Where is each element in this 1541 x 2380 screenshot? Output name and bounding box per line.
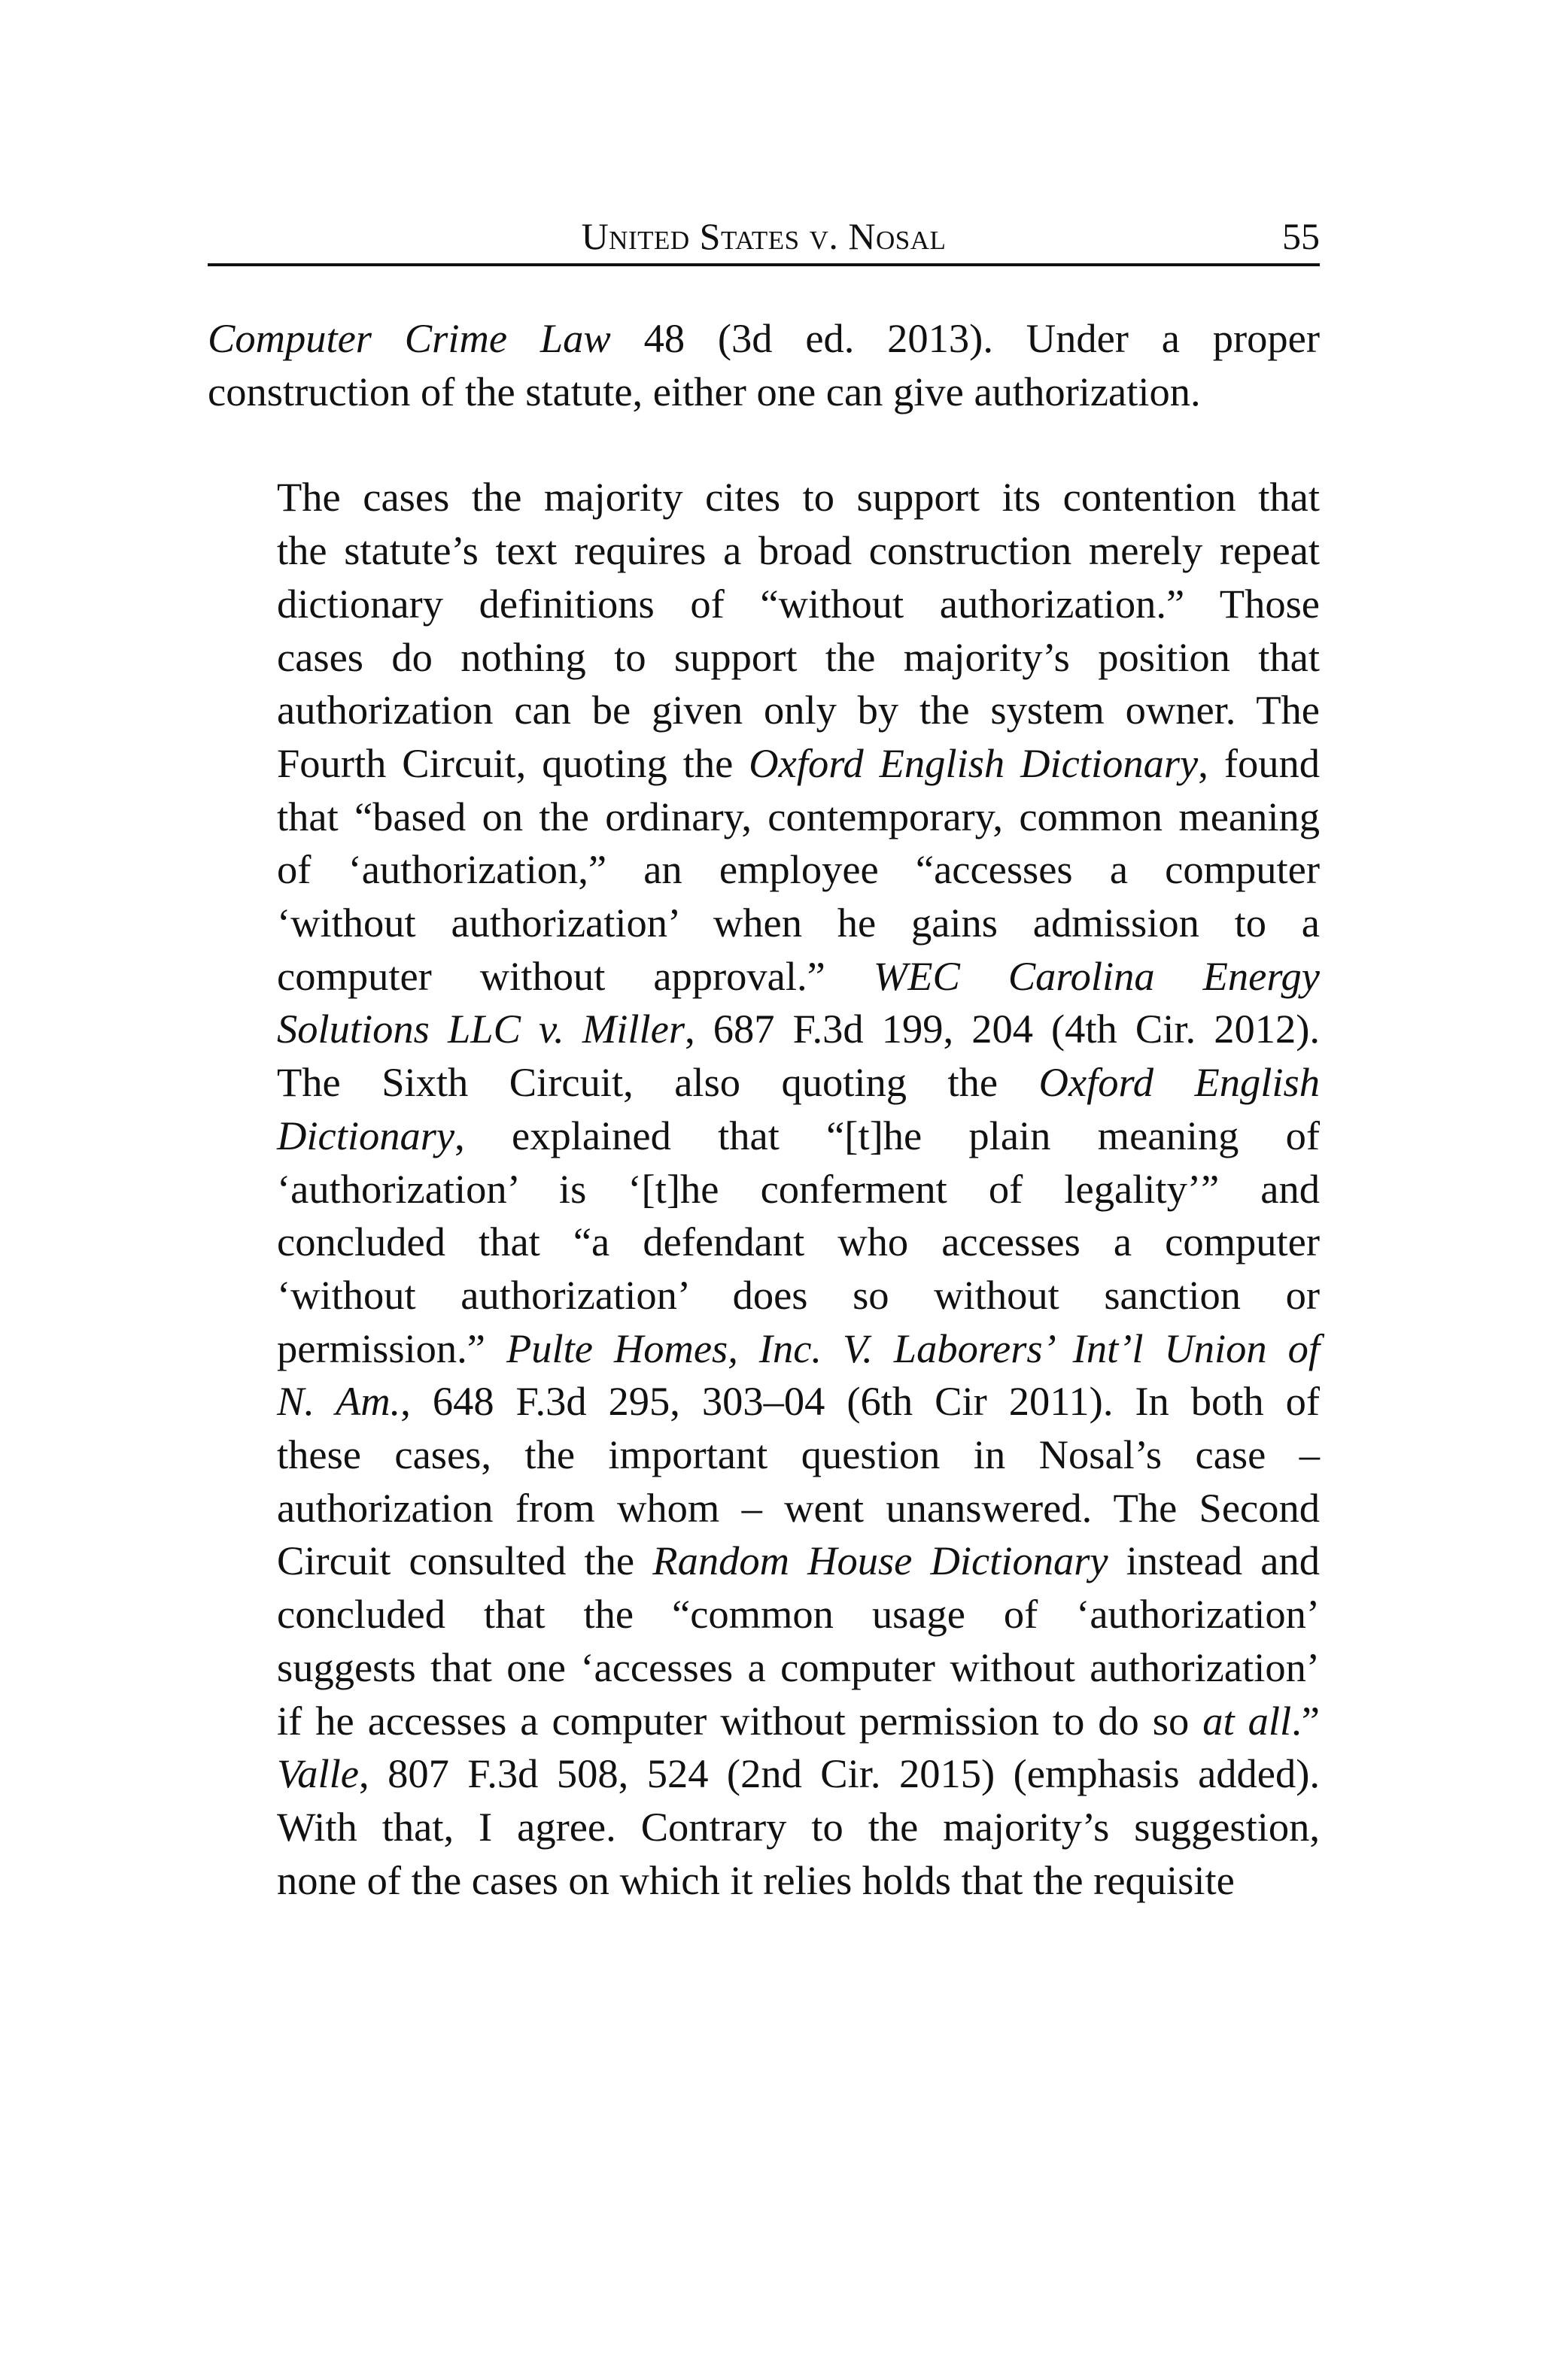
- text-line: [208, 312, 1320, 366]
- text-line: [208, 1428, 1320, 1482]
- text-segment: construction of the statute, either one can give authorization.: [208, 368, 1201, 414]
- text-line: [208, 737, 1320, 791]
- text-segment: that “based on the ordinary, contemporary, common meaning: [277, 793, 1320, 839]
- paragraph: [208, 471, 1320, 1907]
- text-segment: ‘without authorization’ does so without sanction or: [277, 1271, 1320, 1318]
- text-segment: the statute’s text requires a broad construction merely repeat: [277, 527, 1320, 574]
- text-segment: cases do nothing to support the majority’s position that: [277, 633, 1320, 680]
- text-line: [208, 1003, 1320, 1056]
- text-segment: The Sixth Circuit, also quoting the: [277, 1059, 1039, 1106]
- text-segment: 48 (3d ed. 2013). Under a proper: [610, 315, 1320, 361]
- italic-citation-text: Valle: [277, 1750, 359, 1797]
- text-segment: instead and: [1108, 1538, 1320, 1584]
- text-segment: of ‘authorization,” an employee “accesses a computer: [277, 846, 1320, 893]
- text-line: [208, 684, 1320, 737]
- italic-citation-text: Random House Dictionary: [652, 1538, 1108, 1584]
- paragraph: [208, 312, 1320, 418]
- running-title: United States v. Nosal: [581, 215, 947, 257]
- text-line: [208, 471, 1320, 524]
- text-segment: authorization can be given only by the system owner. The: [277, 687, 1320, 733]
- text-segment: Circuit consulted the: [277, 1538, 653, 1584]
- text-line: [208, 1801, 1320, 1854]
- text-line: [208, 631, 1320, 685]
- text-line: [208, 1269, 1320, 1322]
- text-segment: authorization from whom – went unanswered. The Second: [277, 1484, 1320, 1531]
- text-segment: suggests that one ‘accesses a computer without authorization’: [277, 1644, 1320, 1690]
- italic-citation-text: WEC Carolina Energy: [873, 952, 1320, 999]
- text-segment: these cases, the important question in Nosal’s case –: [277, 1431, 1320, 1478]
- text-line: [208, 1216, 1320, 1269]
- running-head: [208, 209, 1320, 266]
- text-line: [208, 1482, 1320, 1535]
- text-line: [208, 1747, 1320, 1801]
- text-segment: ‘without authorization’ when he gains admission to a: [277, 900, 1320, 946]
- italic-citation-text: Computer Crime Law: [208, 315, 611, 361]
- text-line: [208, 897, 1320, 950]
- text-segment: dictionary definitions of “without authorization.” Those: [277, 580, 1320, 627]
- page-number: 55: [1282, 215, 1320, 257]
- text-line: [208, 1588, 1320, 1641]
- text-line: [208, 950, 1320, 1003]
- italic-citation-text: Oxford English Dictionary: [749, 739, 1199, 786]
- text-segment: concluded that “a defendant who accesses a computer: [277, 1219, 1320, 1265]
- text-segment: The cases the majority cites to support its contention that: [277, 474, 1320, 521]
- text-line: [208, 1110, 1320, 1163]
- text-segment: .”: [1291, 1697, 1320, 1744]
- text-line: [208, 578, 1320, 631]
- text-segment: Fourth Circuit, quoting the: [277, 739, 749, 786]
- text-line: [208, 524, 1320, 578]
- italic-citation-text: Dictionary: [277, 1112, 455, 1158]
- italic-citation-text: Oxford English: [1038, 1059, 1320, 1106]
- text-line: [208, 366, 1320, 419]
- text-segment: concluded that the “common usage of ‘authorization’: [277, 1591, 1320, 1638]
- text-segment: , 687 F.3d 199, 204 (4th Cir. 2012).: [685, 1006, 1320, 1052]
- text-line: [208, 1322, 1320, 1376]
- text-line: [208, 1854, 1320, 1908]
- text-line: [208, 1056, 1320, 1110]
- text-segment: if he accesses a computer without permission to do so: [277, 1697, 1203, 1744]
- italic-citation-text: Solutions LLC v. Miller: [277, 1006, 685, 1052]
- text-segment: computer without approval.”: [277, 952, 874, 999]
- italic-citation-text: Pulte Homes, Inc. V. Laborers’ Int’l Union of: [506, 1325, 1321, 1371]
- text-line: [208, 843, 1320, 897]
- text-segment: , 648 F.3d 295, 303–04 (6th Cir 2011). In both of: [400, 1378, 1321, 1425]
- text-segment: none of the cases on which it relies holds that the requisite: [277, 1856, 1235, 1903]
- text-line: [208, 1163, 1320, 1216]
- text-segment: , 807 F.3d 508, 524 (2nd Cir. 2015) (emphasis added).: [358, 1750, 1320, 1797]
- body-text: [208, 312, 1320, 1907]
- italic-citation-text: N. Am.: [277, 1378, 401, 1425]
- text-segment: ‘authorization’ is ‘[t]he conferment of legality’” and: [277, 1165, 1320, 1212]
- text-line: [208, 1695, 1320, 1748]
- text-line: [208, 1375, 1320, 1428]
- text-line: [208, 1535, 1320, 1588]
- text-line: [208, 1641, 1320, 1695]
- text-segment: , explained that “[t]he plain meaning of: [454, 1112, 1320, 1158]
- text-segment: permission.”: [277, 1325, 506, 1371]
- text-segment: With that, I agree. Contrary to the majority’s suggestion,: [277, 1803, 1320, 1850]
- text-line: [208, 791, 1320, 844]
- text-segment: , found: [1198, 739, 1320, 786]
- italic-citation-text: at all: [1202, 1697, 1292, 1744]
